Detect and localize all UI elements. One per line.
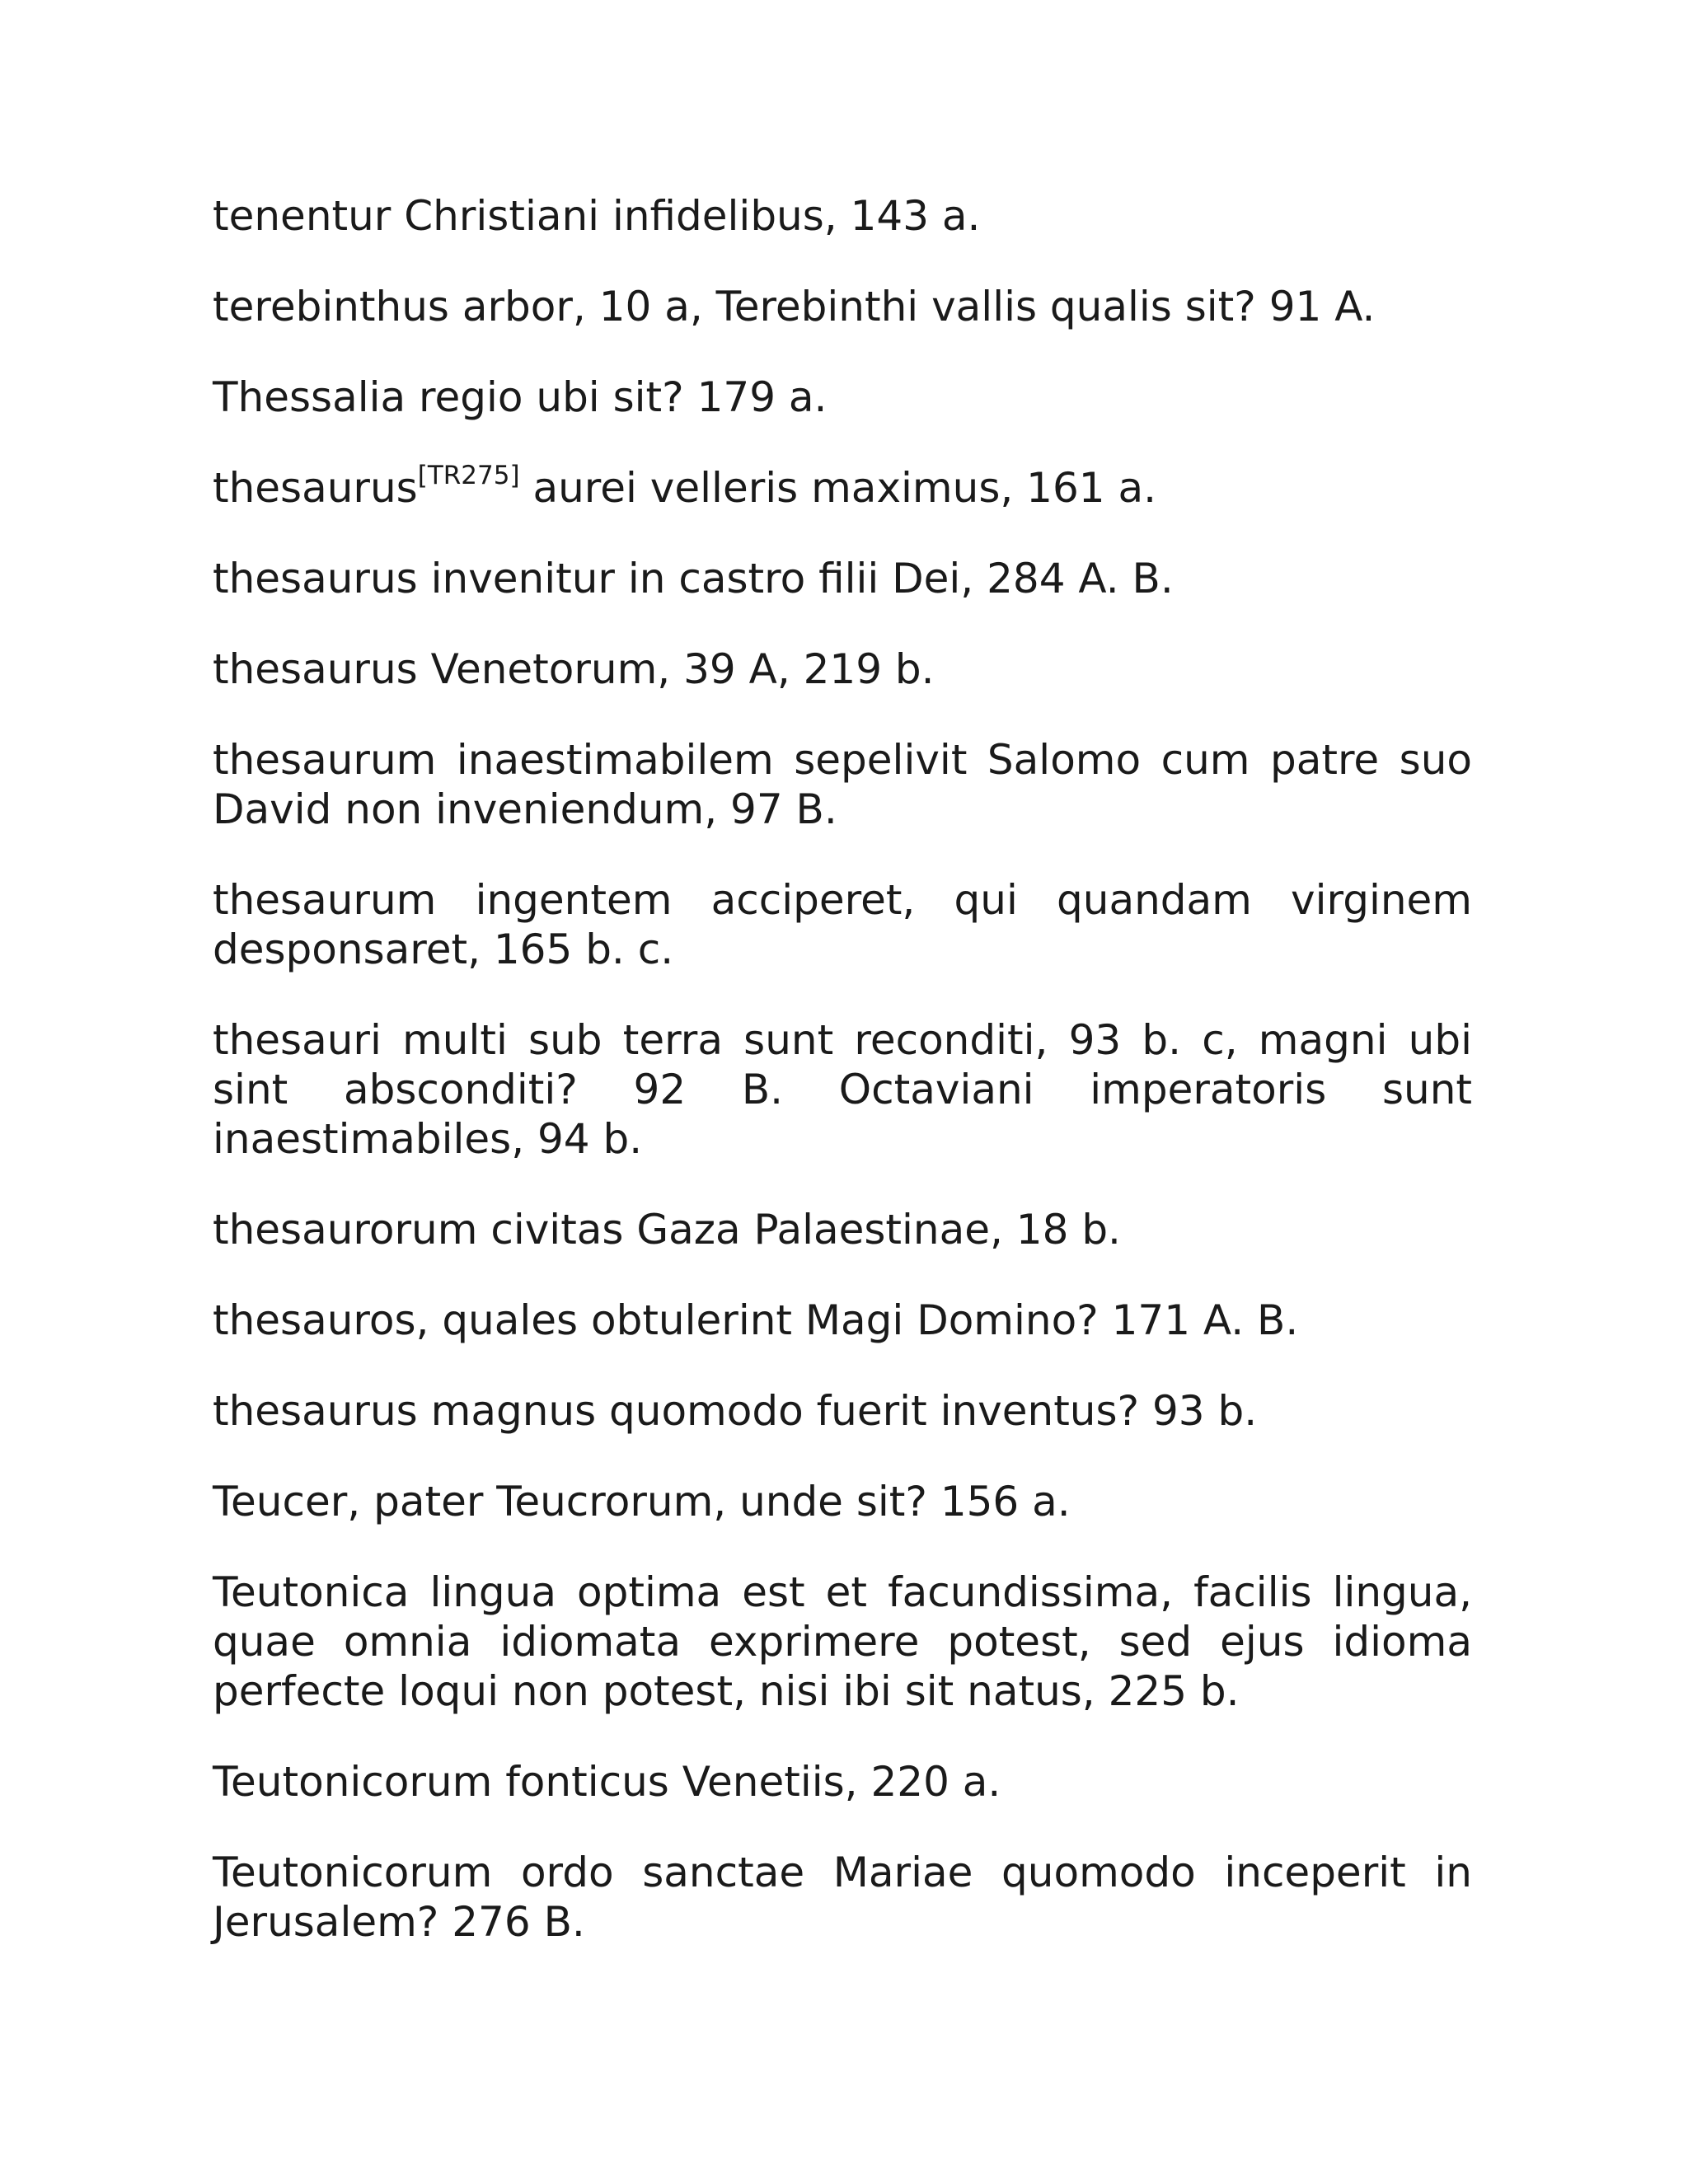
index-entry: tenentur Christiani infidelibus, 143 a. (213, 192, 981, 240)
index-entry: thesaurus Venetorum, 39 A, 219 b. (213, 645, 935, 693)
index-entry (213, 463, 1472, 513)
index-page (213, 191, 1472, 1988)
transcriber-note-ref[interactable]: [TR275] (417, 461, 520, 490)
index-entry: Thessalia regio ubi sit? 179 a. (213, 373, 828, 421)
index-entry: thesauri multi sub terra sunt reconditi, 93 b. c, magni ubi sint absconditi? 92 B. Octaviani imperatoris sunt inaestimabiles, 94 b. (213, 1016, 1472, 1163)
index-entry: Teutonica lingua optima est et facundissima, facilis lingua, quae omnia idiomata exprimere potest, sed ejus idioma perfecte loqui non potest, nisi ibi sit natus, 225 b. (213, 1568, 1472, 1715)
index-entry: thesaurorum civitas Gaza Palaestinae, 18 b. (213, 1206, 1121, 1254)
index-entry: thesauros, quales obtulerint Magi Domino? 171 A. B. (213, 1296, 1299, 1344)
index-entry: thesaurum inaestimabilem sepelivit Salomo cum patre suo David non inveniendum, 97 B. (213, 736, 1472, 833)
entry-headword: thesaurus (213, 464, 418, 512)
index-entry: thesaurus invenitur in castro filii Dei, 284 A. B. (213, 555, 1174, 602)
index-entry: Teucer, pater Teucrorum, unde sit? 156 a. (213, 1478, 1071, 1526)
index-entry: terebinthus arbor, 10 a, Terebinthi vallis qualis sit? 91 A. (213, 283, 1376, 330)
index-entry: Teutonicorum ordo sanctae Mariae quomodo inceperit in Jerusalem? 276 B. (213, 1849, 1472, 1946)
entry-text: aurei velleris maximus, 161 a. (519, 464, 1157, 512)
index-entry: thesaurus magnus quomodo fuerit inventus? 93 b. (213, 1387, 1258, 1435)
index-entry: thesaurum ingentem acciperet, qui quandam virginem desponsaret, 165 b. c. (213, 876, 1472, 973)
index-entry: Teutonicorum fonticus Venetiis, 220 a. (213, 1758, 1001, 1806)
